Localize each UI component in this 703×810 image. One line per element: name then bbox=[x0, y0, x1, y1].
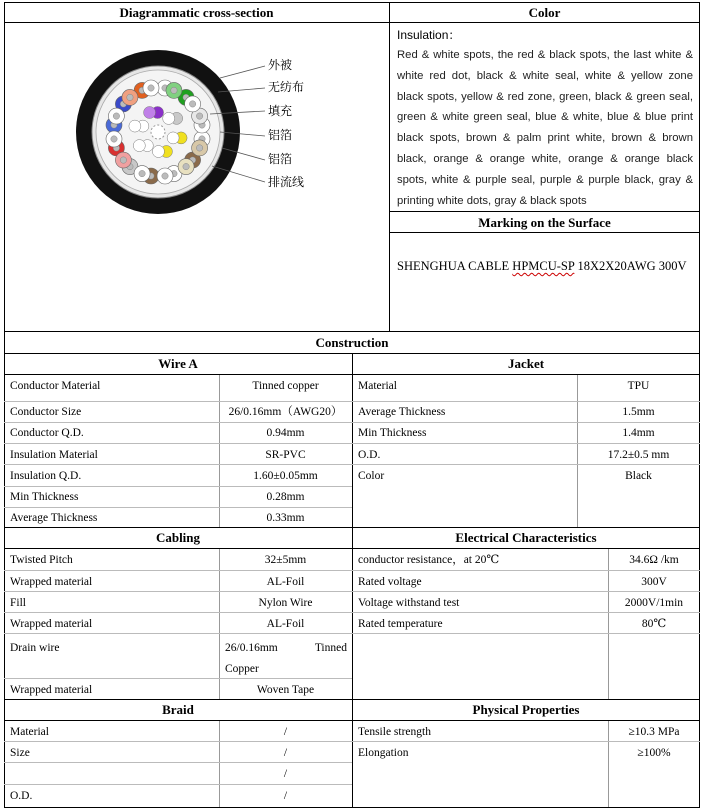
electrical-value: 34.6Ω /km bbox=[629, 554, 679, 566]
wire-a-header: Wire A bbox=[158, 356, 198, 371]
cabling-value: Woven Tape bbox=[256, 684, 315, 696]
braid-value: / bbox=[283, 747, 288, 759]
center-filler bbox=[151, 125, 165, 139]
electrical-label: Voltage withstand test bbox=[358, 597, 460, 609]
jacket-value: 17.2±0.5 mm bbox=[607, 449, 670, 461]
conductor-core bbox=[120, 157, 126, 163]
cabling-label: Twisted Pitch bbox=[10, 554, 73, 566]
cross-section-header: Diagrammatic cross-section bbox=[119, 5, 274, 20]
electrical-label: conductor resistance，at 20℃ bbox=[358, 554, 500, 566]
conductor-core bbox=[162, 173, 168, 179]
conductor-circle bbox=[163, 112, 175, 124]
jacket-value: 1.5mm bbox=[622, 406, 655, 418]
conductor-circle bbox=[129, 120, 141, 132]
braid-value: / bbox=[283, 726, 288, 738]
insulation-colors-text: Red & white spots, the red & black spots, the last white & white red dot, black & white seal, white & yellow zone black spots, yellow & red zone, green, black & green seal, green & white green seal, blue & white, blue & blue print black spots, brown & palm print white, brown & brown black, orange & orange white, orange & orange black spots, white & purple seal, purple & purple black, gray & printing white dots, gray & black spots bbox=[397, 49, 693, 207]
jacket-label: O.D. bbox=[358, 449, 381, 461]
wire-a-label: Conductor Size bbox=[10, 406, 82, 418]
cabling-label: Wrapped material bbox=[10, 684, 93, 696]
jacket-label: Color bbox=[358, 470, 385, 482]
conductor-core bbox=[196, 113, 202, 119]
cabling-label: Drain wire bbox=[10, 642, 60, 654]
conductor-core bbox=[196, 145, 202, 151]
jacket-value: 1.4mm bbox=[622, 427, 655, 439]
cabling-header: Cabling bbox=[155, 530, 201, 545]
tensile-value: ≥10.3 MPa bbox=[628, 726, 680, 738]
marking-header: Marking on the Surface bbox=[478, 215, 611, 230]
physical-label: Elongation bbox=[358, 747, 409, 759]
conductor-core bbox=[113, 113, 119, 119]
jacket-value: Black bbox=[625, 470, 652, 482]
callout-jacket-label: 外被 bbox=[268, 58, 293, 72]
braid-label: Size bbox=[10, 747, 30, 759]
marking-text bbox=[397, 256, 695, 276]
conductor-core bbox=[183, 163, 189, 169]
electrical-label: Rated temperature bbox=[358, 618, 443, 630]
braid-value: / bbox=[283, 768, 288, 780]
conductor-circle bbox=[152, 146, 164, 158]
wire-a-label: Average Thickness bbox=[10, 512, 98, 524]
callout-filler-label: 填充 bbox=[268, 104, 293, 118]
conductor-core bbox=[111, 136, 117, 142]
wire-a-label: Conductor Q.D. bbox=[10, 427, 84, 439]
cabling-value: 26/0.16mm Tinned Copper bbox=[225, 642, 347, 675]
conductor-core bbox=[148, 85, 154, 91]
wire-a-value: 0.33mm bbox=[266, 512, 305, 524]
conductor-core bbox=[189, 101, 195, 107]
wire-a-value: SR-PVC bbox=[265, 449, 306, 461]
physical-value: ≥100% bbox=[637, 747, 671, 759]
wire-a-value: 26/0.16mm（AWG20） bbox=[228, 406, 343, 418]
physical-header: Physical Properties bbox=[472, 702, 580, 717]
physical-value bbox=[608, 725, 700, 739]
jacket-value: TPU bbox=[627, 380, 650, 392]
conductor-core bbox=[171, 87, 177, 93]
electrical-value: 80℃ bbox=[641, 618, 667, 630]
construction-header: Construction bbox=[315, 335, 389, 350]
wire-a-label: Conductor Material bbox=[10, 380, 101, 392]
wire-a-value: Tinned copper bbox=[252, 380, 319, 392]
braid-label: O.D. bbox=[10, 790, 33, 802]
jacket-label: Material bbox=[358, 380, 397, 392]
cabling-value: 32±5mm bbox=[264, 554, 307, 566]
jacket-label: Min Thickness bbox=[358, 427, 427, 439]
jacket-header: Jacket bbox=[507, 356, 545, 371]
wire-a-label: Insulation Q.D. bbox=[10, 470, 82, 482]
cabling-value: AL-Foil bbox=[266, 618, 305, 630]
cabling-label: Wrapped material bbox=[10, 576, 93, 588]
insulation-label: Insulation： bbox=[397, 28, 461, 42]
wire-a-label: Min Thickness bbox=[10, 491, 79, 503]
callout-foil-label-1: 铝箔 bbox=[268, 128, 293, 142]
conductor-circle bbox=[167, 132, 179, 144]
callout-foil-label-2: 铝箔 bbox=[268, 152, 293, 166]
electrical-header: Electrical Characteristics bbox=[455, 530, 597, 545]
wire-a-value: 0.94mm bbox=[266, 427, 305, 439]
cabling-label: Fill bbox=[10, 597, 26, 609]
physical-label: Tensile strength bbox=[358, 726, 431, 738]
conductor-circle bbox=[144, 106, 156, 118]
color-header: Color bbox=[528, 5, 561, 20]
marking-brand: SHENGHUA CABLE bbox=[397, 259, 513, 273]
cabling-value: Nylon Wire bbox=[258, 597, 313, 609]
jacket-label: Average Thickness bbox=[358, 406, 446, 418]
cabling-value: AL-Foil bbox=[266, 576, 305, 588]
cabling-label: Wrapped material bbox=[10, 618, 93, 630]
callout-drain-label: 排流线 bbox=[268, 175, 305, 189]
wire-a-value: 1.60±0.05mm bbox=[253, 470, 318, 482]
electrical-label: Rated voltage bbox=[358, 576, 422, 588]
braid-label: Material bbox=[10, 726, 49, 738]
marking-spec: 18X2X20AWG 300V bbox=[574, 259, 687, 273]
callout-nonwoven-label: 无纺布 bbox=[268, 80, 305, 94]
wire-a-value: 0.28mm bbox=[266, 491, 305, 503]
braid-header: Braid bbox=[162, 702, 194, 717]
braid-value: / bbox=[283, 790, 288, 802]
marking-model: HPMCU-SP bbox=[512, 259, 575, 273]
conductor-circle bbox=[133, 140, 145, 152]
wire-a-label: Insulation Material bbox=[10, 449, 98, 461]
electrical-value: 2000V/1min bbox=[624, 597, 684, 609]
conductor-core bbox=[127, 94, 133, 100]
conductor-core bbox=[139, 170, 145, 176]
electrical-value: 300V bbox=[641, 576, 667, 588]
